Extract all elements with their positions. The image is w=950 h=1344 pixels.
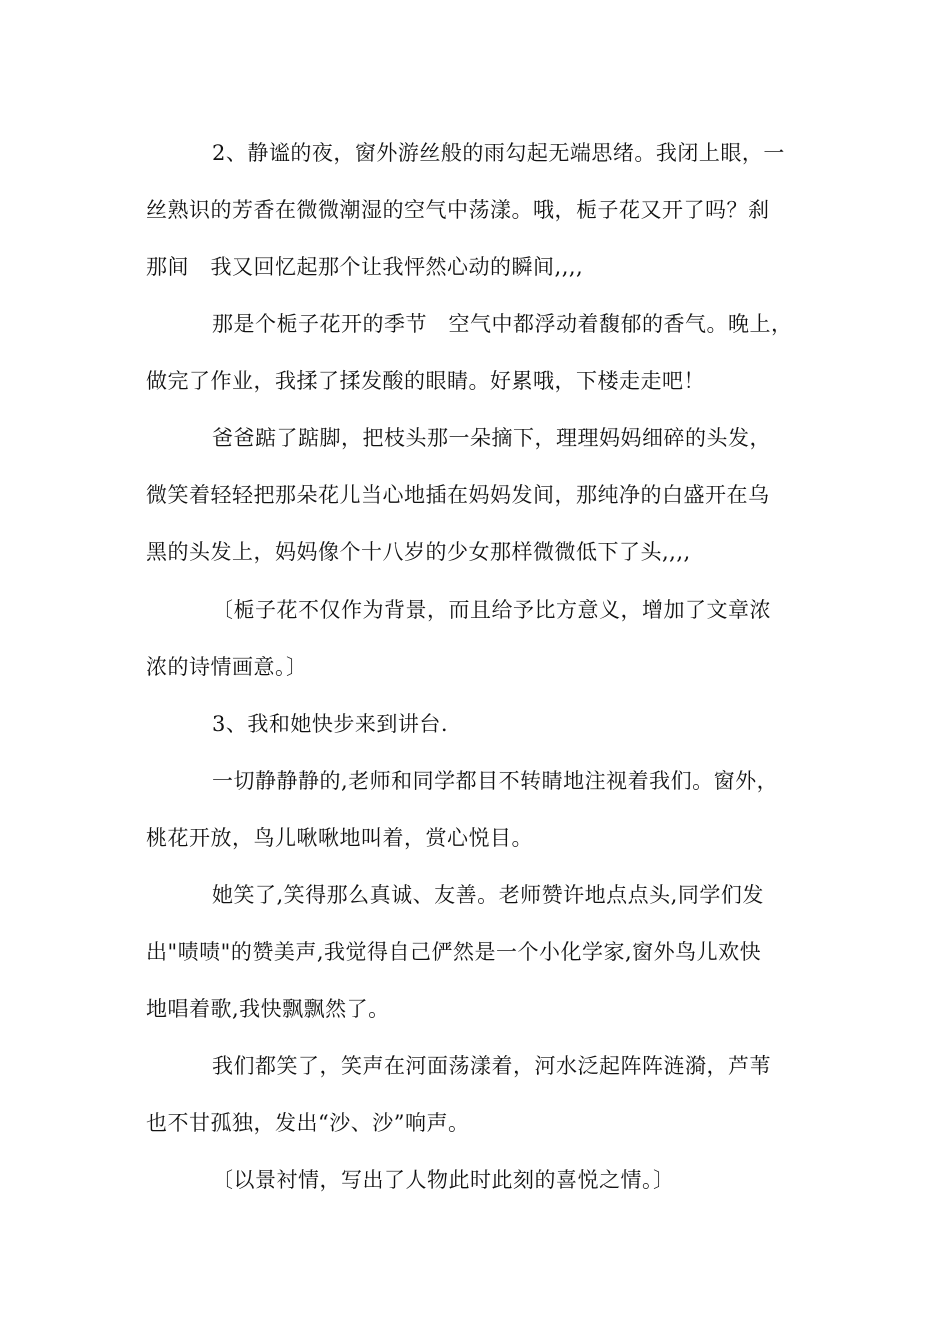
text-line: 桃花开放，鸟儿啾啾地叫着，赏心悦目。: [146, 826, 533, 850]
text-line: 丝熟识的芳香在微微潮湿的空气中荡漾。哦，栀子花又开了吗？刹: [146, 198, 770, 222]
section-heading: 3、我和她快步来到讲台.: [212, 712, 449, 736]
text-line: 一切静静静的,老师和同学都目不转睛地注视着我们。窗外，: [212, 769, 779, 793]
text-line: 微笑着轻轻把那朵花儿当心地插在妈妈发间，那纯净的白盛开在乌: [146, 483, 770, 507]
text-line: 黑的头发上，妈妈像个十八岁的少女那样微微低下了头,,,,: [146, 540, 691, 564]
annotation-line: 浓的诗情画意。〕: [146, 655, 308, 679]
text-line: 她笑了,笑得那么真诚、友善。老师赞许地点点头,同学们发: [212, 883, 764, 907]
text-line: 地唱着歌,我快飘飘然了。: [146, 997, 390, 1021]
text-line: 出"啧啧"的赞美声,我觉得自己俨然是一个小化学家,窗外鸟儿欢快: [146, 940, 762, 964]
text-line: 爸爸踮了踮脚，把枝头那一朵摘下，理理妈妈细碎的头发，: [212, 426, 771, 450]
annotation-line: 〔以景衬情，写出了人物此时此刻的喜悦之情。〕: [212, 1168, 675, 1192]
text-line: 做完了作业，我揉了揉发酸的眼睛。好累哦，下楼走走吧！: [146, 369, 705, 393]
text-line: 2、静谧的夜，窗外游丝般的雨勾起无端思绪。我闭上眼，一: [212, 141, 785, 165]
text-line: 那是个栀子花开的季节 空气中都浮动着馥郁的香气。晚上，: [212, 312, 793, 336]
annotation-line: 〔栀子花不仅作为背景，而且给予比方意义，增加了文章浓: [212, 598, 771, 622]
text-line: 那间 我又回忆起那个让我怦然心动的瞬间,,,,: [146, 255, 584, 279]
text-line: 我们都笑了，笑声在河面荡漾着，河水泛起阵阵涟漪，芦苇: [212, 1054, 771, 1078]
text-line: 也不甘孤独，发出“沙、沙”响声。: [146, 1111, 470, 1135]
